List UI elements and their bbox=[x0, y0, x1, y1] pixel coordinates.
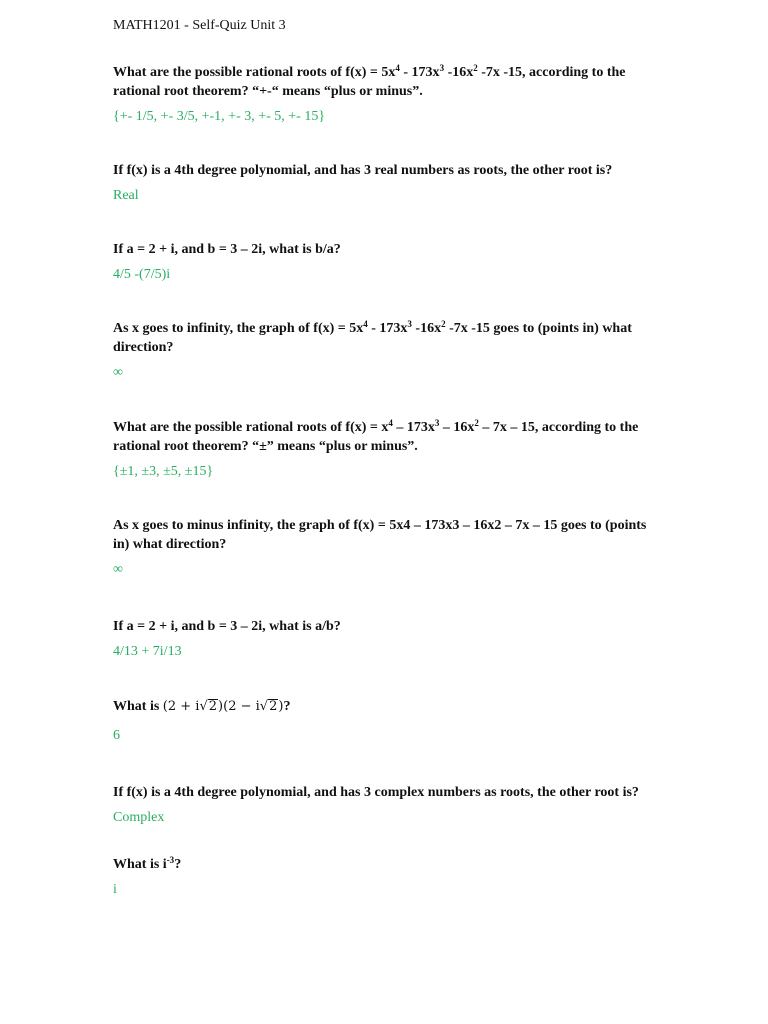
quiz-item-5 bbox=[113, 418, 658, 481]
question-text: If a = 2 + i, and b = 3 – 2i, what is a/b? bbox=[113, 619, 341, 634]
question-text: What is (2 + i√2)(2 − i√2)? bbox=[113, 699, 291, 714]
quiz-item-3 bbox=[113, 240, 658, 284]
quiz-item-10 bbox=[113, 855, 658, 899]
quiz-item-9 bbox=[113, 783, 658, 827]
answer-text: Complex bbox=[113, 810, 165, 825]
answer-text: ∞ bbox=[113, 562, 123, 577]
question-text: What are the possible rational roots of $f(x) = 5x^4 - 173x^3$ $-16x^2$ -7x -15, according to the rational root theorem? “+-“ means “plus or minus”. bbox=[113, 63, 626, 99]
question-text: If a = 2 + i, and b = 3 – 2i, what is b/a? bbox=[113, 242, 341, 257]
answer-text: {±1, ±3, ±5, ±15} bbox=[113, 464, 214, 479]
question-text: As x goes to infinity, the graph of $f(x) = 5x^4 - 173x^3$ $-16x^2$ -7x -15 goes to (points in) what direction? bbox=[113, 319, 632, 355]
quiz-item-6 bbox=[113, 516, 658, 579]
quiz-item-7 bbox=[113, 617, 658, 661]
answer-text: ∞ bbox=[113, 365, 123, 380]
answer-text: {+- 1/5, +- 3/5, +-1, +- 3, +- 5, +- 15} bbox=[113, 109, 326, 124]
math-expression: (2 + i√2)(2 − i√2) bbox=[162, 699, 284, 714]
answer-text: 6 bbox=[113, 728, 120, 743]
document-header: MATH1201 - Self-Quiz Unit 3 bbox=[113, 18, 286, 33]
question-text: What are the possible rational roots of $f(x) = x^4 - 173x^3 - 16x^2 - 7x - 15$, according to the rational root theorem? “±” means “plus or minus”. bbox=[113, 418, 639, 454]
answer-text: Real bbox=[113, 188, 139, 203]
question-text: As x goes to minus infinity, the graph of f(x) = 5x4 – 173x3 – 16x2 – 7x – 15 goes to (points in) what direction? bbox=[113, 518, 647, 552]
quiz-item-8 bbox=[113, 697, 658, 745]
quiz-item-2 bbox=[113, 161, 658, 205]
question-text: If f(x) is a 4th degree polynomial, and has 3 complex numbers as roots, the other root is? bbox=[113, 785, 639, 800]
answer-text: i bbox=[113, 882, 117, 897]
answer-text: 4/5 -(7/5)i bbox=[113, 267, 171, 282]
quiz-item-4 bbox=[113, 319, 658, 382]
answer-text: 4/13 + 7i/13 bbox=[113, 644, 182, 659]
quiz-item-1 bbox=[113, 63, 658, 126]
question-text: What is $i^{-3}$? bbox=[113, 855, 182, 872]
question-text: If f(x) is a 4th degree polynomial, and has 3 real numbers as roots, the other root is? bbox=[113, 163, 613, 178]
